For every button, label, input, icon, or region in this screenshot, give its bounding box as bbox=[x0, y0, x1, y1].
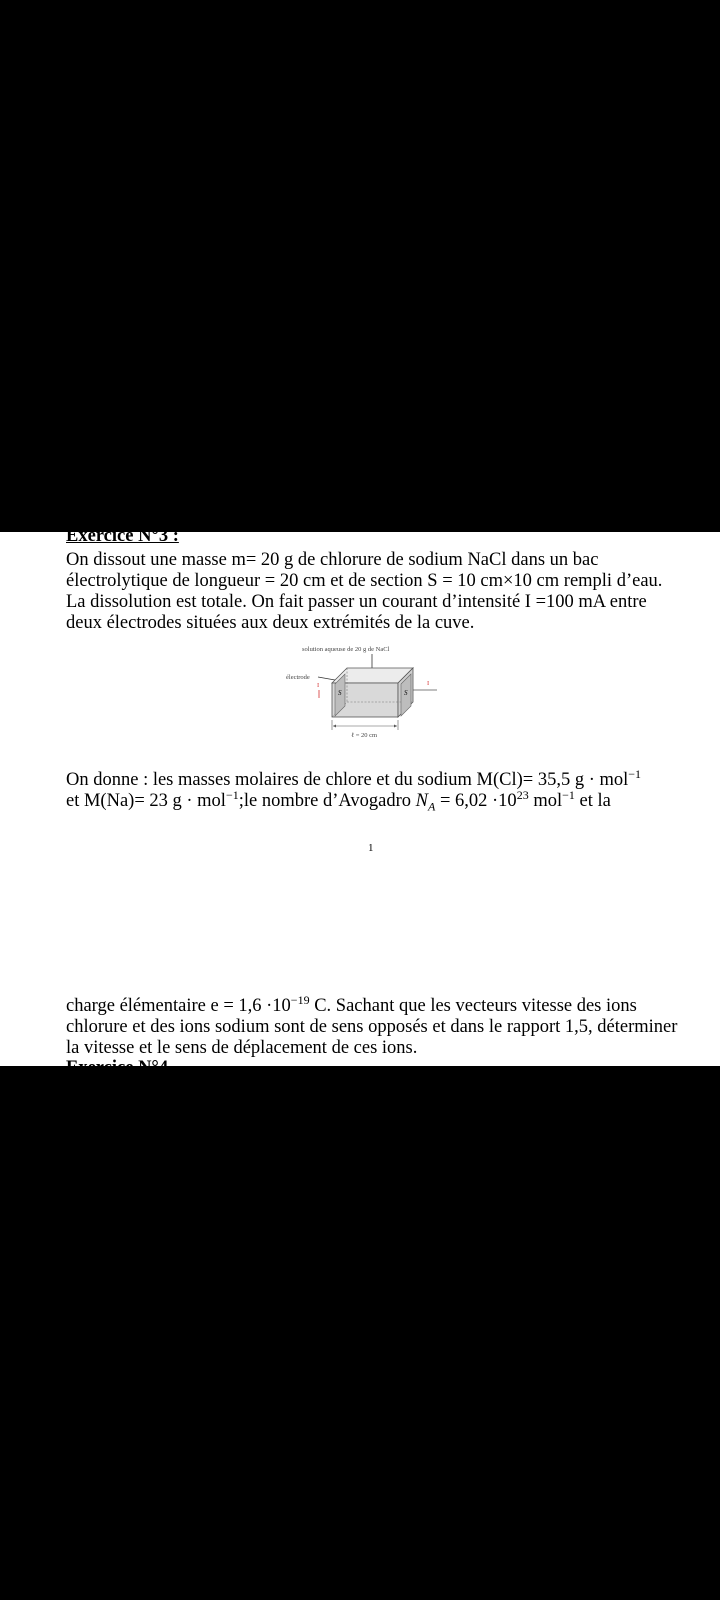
given-line2-c: mol bbox=[528, 791, 563, 811]
given-data bbox=[66, 766, 686, 814]
continuation-a: charge élémentaire e = 1,6 ·10 bbox=[66, 996, 291, 1016]
exponent: −1 bbox=[562, 787, 575, 802]
exercise-title: Exercice N°3 : bbox=[66, 526, 179, 546]
document-page bbox=[0, 526, 720, 1099]
next-exercise-title-fragment bbox=[66, 1058, 176, 1099]
current-left-label: I bbox=[317, 682, 320, 689]
exercise-statement: On dissout une masse m= 20 g de chlorure de sodium NaCl dans un bac électrolytique de longueur = 20 cm et de section S = 10 cm×10 cm rempli d’eau. La dissolution est totale. On fait passer un courant d’intensité I =100 mA entre deux électrodes situées aux deux extrémités de la cuve. bbox=[66, 550, 663, 633]
page-number: 1 bbox=[368, 842, 374, 854]
exponent: −1 bbox=[225, 787, 239, 802]
avogadro-value: = 6,02 ·10 bbox=[435, 791, 517, 811]
next-title: Exercice N°4 : bbox=[66, 1058, 169, 1099]
avogadro-symbol: N bbox=[415, 791, 428, 811]
electrode-label: électrode bbox=[286, 674, 310, 681]
given-line1: On donne : les masses molaires de chlore et du sodium M(Cl)= 35,5 g · mol bbox=[66, 770, 629, 790]
electrolytic-tank-figure bbox=[280, 644, 450, 744]
continuation-text bbox=[66, 992, 686, 1059]
electrode-pointer bbox=[318, 677, 335, 680]
given-line2-b: ;le nombre d’Avogadro bbox=[238, 791, 416, 811]
avogadro-subscript: A bbox=[427, 799, 436, 814]
exponent: 23 bbox=[516, 787, 529, 802]
current-right-label: I bbox=[427, 680, 430, 687]
exponent: −1 bbox=[628, 766, 642, 781]
continuation-b: C. Sachant que les vecteurs vitesse des ions chlorure et des ions sodium sont de sens opposés et dans le rapport 1,5, déterminer la vitesse et le sens de déplacement de ces ions. bbox=[66, 996, 678, 1058]
length-label: ℓ = 20 cm bbox=[351, 732, 378, 739]
dim-arrow-left bbox=[333, 725, 336, 728]
figure-top-label: solution aqueuse de 20 g de NaCl bbox=[302, 646, 390, 653]
given-line2-a: et M(Na)= 23 g · mol bbox=[66, 791, 226, 811]
exponent: −19 bbox=[290, 992, 310, 1007]
dim-arrow-right bbox=[394, 725, 397, 728]
section-left-label: S bbox=[338, 689, 342, 697]
section-right-label: S bbox=[404, 689, 408, 697]
given-line2-d: et la bbox=[574, 791, 611, 811]
